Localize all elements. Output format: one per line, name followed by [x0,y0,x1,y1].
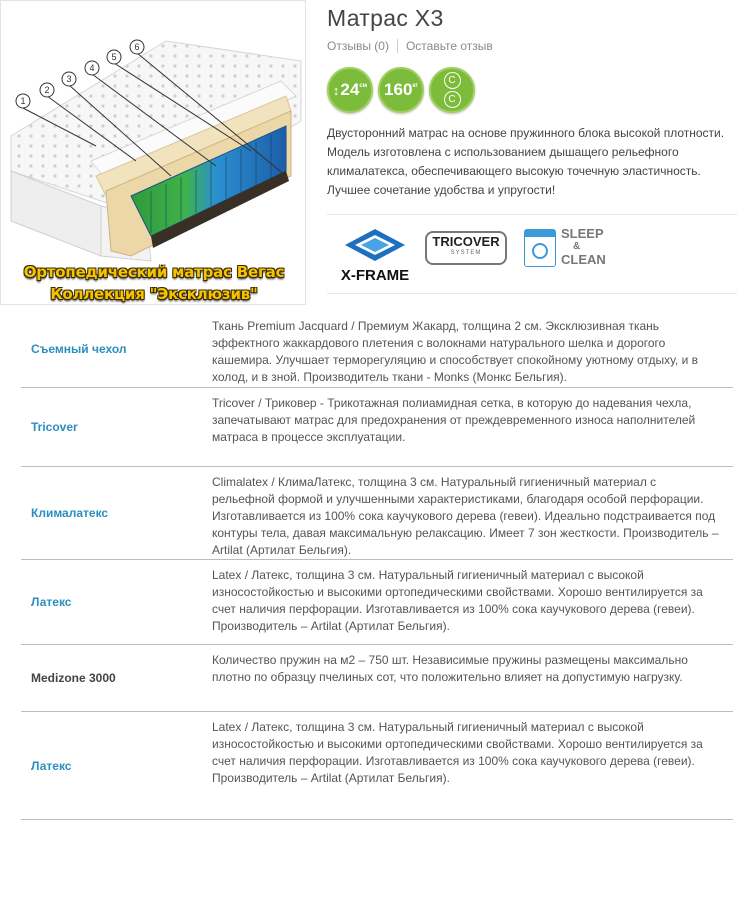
product-image[interactable] [0,0,306,305]
technology-logos [327,214,737,294]
height-arrow-icon: ↕ [332,83,340,98]
callout-label: 2 [44,85,50,95]
mattress-illustration [1,1,306,305]
xframe-box-icon [333,223,417,267]
product-description: Двусторонний матрас на основе пружинного блока высокой плотности. Модель изготовлена с использованием дышащего рельефного клималатекса, обеспечивающего высокую точечную эластичность. Лучшее сочетание удобства и упругости! [327,126,725,197]
load-value: 160 [384,80,413,99]
amp-label: & [573,241,581,252]
layer-description: Ткань Premium Jacquard / Премиум Жакард, толщина 2 см. Эксклюзивная ткань эффектного жаккардового плетения с волокнами натурального шелка и дорогого кашемира. Улучшает терморегуляцию и способствует спокойному уютному отдыху, и в холод, и в зной. Производитель ткани - Monks (Монкс Бельгия). [212,319,698,384]
tricover-logo [425,231,507,265]
firmness-side-b-icon: С [444,91,461,108]
callout-label: 6 [134,42,140,52]
layer-description: Количество пружин на м2 – 750 шт. Независимые пружины размещены максимально плотно по образцу пчелиных сот, что положительно влияет на допустимую нагрузку. [212,653,688,684]
table-row [21,645,733,712]
load-badge [378,67,424,113]
layer-name: Съемный чехол [31,342,127,356]
height-value: 24 [340,80,360,99]
layers-table [21,311,733,820]
divider [397,39,398,53]
sleep-label: SLEEP [561,226,604,241]
washing-machine-icon [524,229,556,267]
firmness-side-a-icon: С [444,72,461,89]
image-caption-line2: Коллекция "Эксклюзив" [50,285,258,303]
table-row [21,388,733,467]
image-caption-line1: Ортопедический матрас Вегас [23,263,285,281]
table-row [21,560,733,645]
layer-description: Latex / Латекс, толщина 3 см. Натуральный гигиеничный материал с высокой износостойкостью и высокими ортопедическими свойствами. Хорошо вентилируется за счет наличия перфорации. Изготавливается из 100% сока каучукового дерева (гевеи). Производитель – Artilat (Артилат Бельгия). [212,568,703,633]
table-row [21,467,733,560]
callout-label: 5 [111,52,117,62]
layer-description: Tricover / Триковер - Трикотажная полиамидная сетка, в которую до надевания чехла, запечатывают матрас для предохранения от преждевременного износа наполнителей матраса в процессе эксплуатации. [212,396,696,444]
product-title: Матрас X3 [327,5,444,31]
sleep-clean-logo [524,227,620,271]
tricover-sublabel: SYSTEM [450,250,482,256]
callout-label: 4 [89,63,95,73]
tricover-label: TRICOVER [432,234,500,249]
layer-name: Medizone 3000 [31,671,116,685]
callout-label: 1 [20,96,26,106]
write-review-link[interactable]: Оставьте отзыв [405,39,493,53]
xframe-label: X-FRAME [340,267,410,284]
height-unit: см [359,83,368,89]
layer-name: Латекс [31,595,72,609]
height-badge [327,67,373,113]
xframe-logo [333,223,417,289]
clean-label: CLEAN [561,252,606,267]
layer-name: Tricover [31,420,78,434]
callout-label: 3 [66,74,72,84]
reviews-link[interactable]: Отзывы (0) [327,39,389,53]
layer-name: Латекс [31,758,72,773]
table-row [21,311,733,388]
reviews-row [327,39,493,53]
layer-description: Latex / Латекс, толщина 3 см. Натуральный гигиеничный материал с высокой износостойкостью и высокими ортопедическими свойствами. Хорошо вентилируется за счет наличия перфорации. Изготавливается из 100% сока каучукового дерева (гевеи). Производитель – Artilat (Артилат Бельгия). [212,720,703,785]
load-unit: кг [412,83,418,89]
table-row [21,712,733,820]
layer-description: Climalatex / КлимаЛатекс, толщина 3 см. Натуральный гигиеничный материал с рельефной формой и улучшенными характеристиками, благодаря особой перфорации. Изготавливается из 100% сока каучукового дерева (гевеи). Идеально подстраивается под контуры тела, давая максимальную релаксацию. Имеет 7 зон жесткости. Производитель – Artilat (Артилат Бельгия). [212,475,719,557]
firmness-badge [429,67,475,113]
layer-name: Клималатекс [31,506,109,520]
